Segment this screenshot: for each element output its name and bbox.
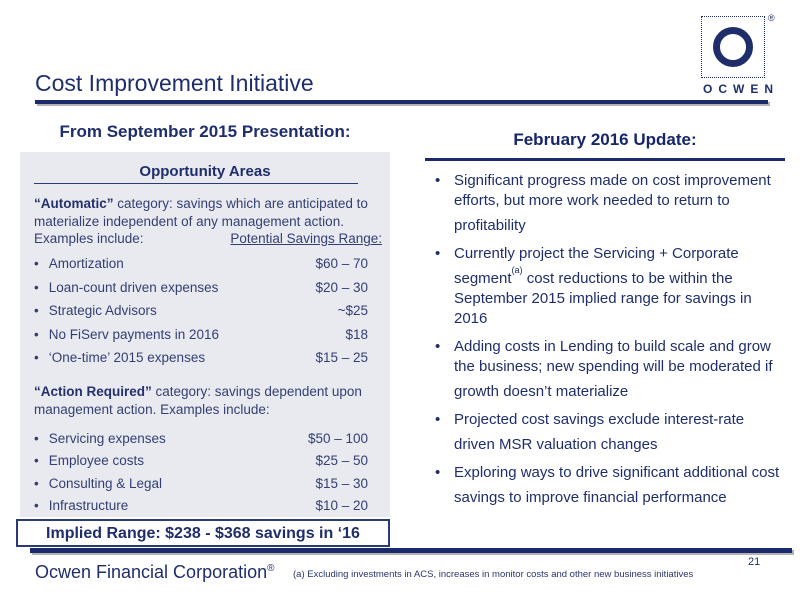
right-section-heading: February 2016 Update: — [513, 130, 697, 149]
footer-company-name — [35, 562, 275, 583]
ocwen-logo — [698, 13, 779, 96]
item-label: • Amortization — [34, 256, 124, 271]
implied-range-callout: Implied Range: $238 - $368 savings in ‘16 — [16, 519, 390, 547]
bullet-text: cost reductions to be within the September 2015 implied range for savings in 2016 — [454, 270, 752, 327]
bullet-text: Adding costs in Lending to build scale and grow the business; new spending will be moderated if growth doesn’t materialize — [454, 338, 773, 400]
table-row — [20, 252, 390, 276]
action-term: “Action Required” — [34, 383, 152, 399]
item-value: $25 – 50 — [315, 453, 368, 469]
item-label: • Infrastructure — [34, 498, 128, 513]
action-category-intro — [34, 383, 376, 419]
item-label: • Loan-count driven expenses — [34, 280, 218, 295]
automatic-term: “Automatic” — [34, 196, 114, 211]
item-value: $18 — [345, 326, 368, 342]
table-row — [20, 449, 390, 472]
automatic-category-intro — [34, 195, 376, 231]
action-intro-text: category: savings dependent upon management action. Examples include: — [34, 383, 362, 417]
item-value: ~$25 — [337, 303, 368, 319]
automatic-intro-text: category: savings which are anticipated to materialize independent of any management action. — [34, 196, 368, 230]
item-label: • ‘One-time’ 2015 expenses — [34, 350, 205, 365]
logo-wordmark: OCWEN — [703, 82, 779, 96]
bullet-text: Significant progress made on cost improvement efforts, but more work needed to return to profitability — [454, 172, 771, 234]
right-heading-underline — [425, 158, 785, 161]
item-label: • No FiServ payments in 2016 — [34, 327, 219, 342]
table-row — [20, 346, 390, 370]
examples-label: Examples include: — [34, 231, 144, 247]
ring-icon — [713, 27, 753, 67]
left-section-heading: From September 2015 Presentation: — [59, 122, 351, 141]
table-row — [20, 299, 390, 323]
opportunity-areas-panel — [20, 152, 390, 517]
list-item — [433, 171, 783, 236]
item-label: • Servicing expenses — [34, 431, 166, 446]
item-value: $50 – 100 — [307, 430, 368, 446]
list-item — [433, 410, 783, 455]
footer-divider — [30, 548, 792, 553]
footnote-ref: (a) — [511, 265, 523, 275]
table-row — [20, 276, 390, 300]
item-label: • Consulting & Legal — [34, 476, 162, 491]
registered-mark: ® — [768, 13, 775, 23]
table-row — [20, 494, 390, 517]
table-row — [20, 472, 390, 495]
action-items-list — [20, 427, 390, 517]
panel-title-underline — [34, 183, 358, 184]
title-underline — [35, 100, 768, 104]
page-number: 21 — [748, 556, 761, 568]
examples-row — [34, 231, 382, 246]
list-item — [433, 244, 783, 329]
item-label: • Employee costs — [34, 453, 144, 468]
automatic-items-list — [20, 252, 390, 370]
item-value: $15 – 25 — [315, 350, 368, 366]
savings-range-header: Potential Savings Range: — [230, 231, 382, 247]
registered-mark: ® — [267, 563, 275, 574]
bullet-text: Currently project the Servicing + Corporate segment — [454, 245, 739, 287]
table-row — [20, 323, 390, 347]
panel-title: Opportunity Areas — [139, 163, 271, 180]
item-value: $10 – 20 — [315, 498, 368, 514]
item-value: $15 – 30 — [315, 475, 368, 491]
update-bullet-list — [433, 171, 783, 516]
footnote-text: (a) Excluding investments in ACS, increases in monitor costs and other new business initiatives — [293, 569, 694, 580]
list-item — [433, 337, 783, 402]
item-value: $20 – 30 — [315, 279, 368, 295]
bullet-text: Projected cost savings exclude interest-rate driven MSR valuation changes — [454, 411, 745, 453]
table-row — [20, 427, 390, 450]
company-name-text: Ocwen Financial Corporation — [35, 562, 268, 582]
bullet-text: Exploring ways to drive significant additional cost savings to improve financial performance — [454, 464, 780, 506]
logo-dotted-frame — [701, 13, 775, 78]
list-item — [433, 463, 783, 508]
item-label: • Strategic Advisors — [34, 303, 157, 318]
item-value: $60 – 70 — [315, 256, 368, 272]
page-title: Cost Improvement Initiative — [35, 70, 314, 96]
